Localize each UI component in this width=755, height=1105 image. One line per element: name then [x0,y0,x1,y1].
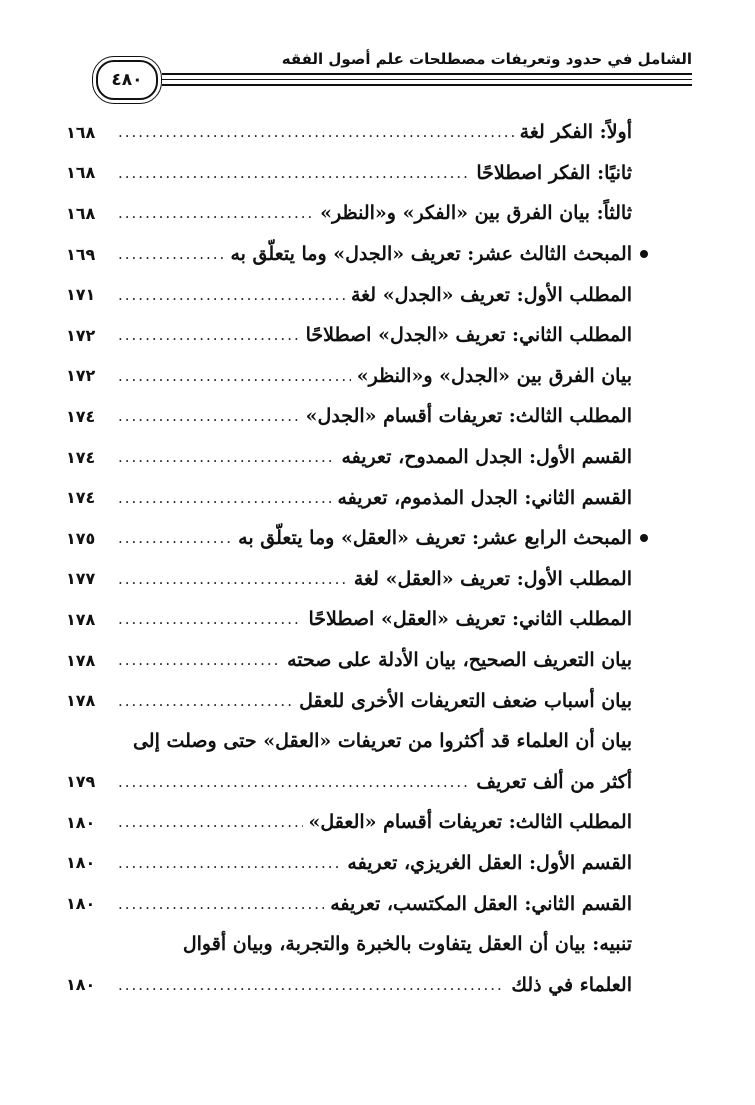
toc-entry-title: المبحث الثالث عشر: تعريف «الجدل» وما يتعلّق به [230,243,632,266]
dot-leader [118,570,348,588]
toc-page-number: ١٧١ [66,285,96,305]
toc-entry [66,153,632,194]
page-header [60,44,692,100]
toc-page-number: ١٨٠ [66,975,96,995]
bullet-icon [640,250,648,258]
toc-entry-title: المطلب الثاني: تعريف «الجدل» اصطلاحًا [305,324,632,347]
toc-page-number: ١٧٤ [66,488,96,508]
toc-page-number: ١٧٩ [66,772,96,792]
toc-entry-title: المبحث الرابع عشر: تعريف «العقل» وما يتعلّق به [238,527,632,550]
toc-entry-title: القسم الأول: العقل الغريزي، تعريفه [347,851,632,874]
toc-entry [66,640,632,681]
dot-leader [118,407,300,425]
toc-page-number: ١٧٢ [66,366,96,386]
toc-entry [66,274,632,315]
toc-entry-title: المطلب الأول: تعريف «الجدل» لغة [350,283,632,306]
toc-entry-title: بيان أن العلماء قد أكثروا من تعريفات «العقل» حتى وصلت إلى [132,730,632,753]
toc-page-number: ١٧٨ [66,650,96,670]
toc-entry-title: المطلب الأول: تعريف «العقل» لغة [353,567,632,590]
dot-leader [118,773,470,791]
toc-entry-title: المطلب الثاني: تعريف «العقل» اصطلاحًا [308,608,632,631]
dot-leader [118,529,232,547]
toc-entry-title: المطلب الثالث: تعريفات أقسام «الجدل» [305,405,632,428]
toc-entry [66,477,632,518]
table-of-contents [66,112,632,1005]
toc-page-number: ١٨٠ [66,894,96,914]
header-rule [162,84,692,86]
toc-entry-title: القسم الأول: الجدل الممدوح، تعريفه [341,446,632,469]
dot-leader [118,123,514,141]
toc-entry [66,599,632,640]
toc-page-number: ١٦٨ [66,203,96,223]
dot-leader [118,286,345,304]
toc-entry [66,234,632,275]
toc-page-number: ١٧٨ [66,609,96,629]
header-rule [162,73,692,75]
toc-page-number: ١٨٠ [66,853,96,873]
toc-entry-title: أكثر من ألف تعريف [476,770,632,793]
toc-page-number: ١٧٤ [66,447,96,467]
toc-page-number: ١٦٩ [66,244,96,264]
toc-entry [66,924,632,965]
toc-page-number: ١٧٨ [66,691,96,711]
toc-entry [66,964,632,1005]
header-rule [162,79,692,80]
page-number: ٤٨٠ [111,70,143,90]
toc-entry-title: بيان الفرق بين «الجدل» و«النظر» [356,364,632,387]
toc-entry [66,883,632,924]
bullet-icon [640,534,648,542]
toc-entry-title: بيان التعريف الصحيح، بيان الأدلة على صحته [287,649,632,672]
toc-entry [66,721,632,762]
toc-entry [66,680,632,721]
dot-leader [118,448,335,466]
dot-leader [118,164,470,182]
toc-entry-title: المطلب الثالث: تعريفات أقسام «العقل» [308,811,632,834]
dot-leader [118,895,324,913]
toc-entry [66,356,632,397]
toc-entry [66,315,632,356]
toc-entry [66,762,632,803]
toc-page-number: ١٦٨ [66,163,96,183]
toc-entry-title: العلماء في ذلك [511,973,632,996]
toc-entry [66,518,632,559]
toc-page-number: ١٧٥ [66,528,96,548]
dot-leader [118,326,300,344]
dot-leader [118,245,224,263]
toc-entry-title: ثالثاً: بيان الفرق بين «الفكر» و«النظر» [320,202,632,225]
toc-entry [66,437,632,478]
toc-entry [66,559,632,600]
dot-leader [118,367,351,385]
running-title: الشامل في حدود وتعريفات مصطلحات علم أصول الفقه [281,50,692,68]
toc-entry [66,396,632,437]
dot-leader [118,692,293,710]
dot-leader [118,610,302,628]
dot-leader [118,976,505,994]
toc-entry-title: ثانيًا: الفكر اصطلاحًا [476,161,632,184]
toc-page-number: ١٨٠ [66,812,96,832]
dot-leader [118,489,331,507]
toc-entry [66,193,632,234]
toc-entry [66,112,632,153]
dot-leader [118,854,341,872]
toc-entry-title: القسم الثاني: العقل المكتسب، تعريفه [330,892,632,915]
dot-leader [118,651,281,669]
toc-entry-title: تنبيه: بيان أن العقل يتفاوت بالخبرة والتجربة، وبيان أقوال [182,933,632,956]
dot-leader [118,813,303,831]
toc-entry [66,843,632,884]
toc-entry-title: القسم الثاني: الجدل المذموم، تعريفه [337,486,632,509]
page-number-badge [96,60,158,100]
dot-leader [118,204,314,222]
toc-page-number: ١٦٨ [66,122,96,142]
toc-entry-title: بيان أسباب ضعف التعريفات الأخرى للعقل [299,689,632,712]
toc-page-number: ١٧٧ [66,569,96,589]
toc-page-number: ١٧٢ [66,325,96,345]
toc-page-number: ١٧٤ [66,406,96,426]
toc-entry [66,802,632,843]
toc-entry-title: أولاً: الفكر لغة [519,121,632,144]
